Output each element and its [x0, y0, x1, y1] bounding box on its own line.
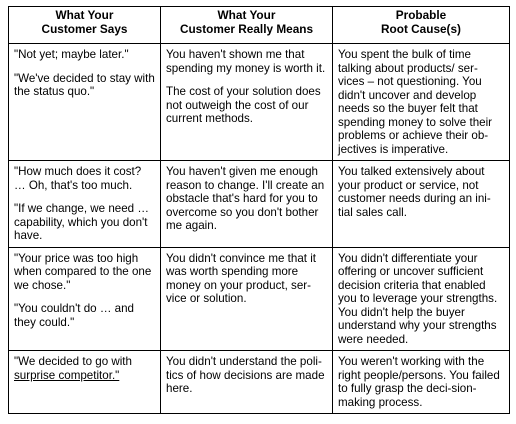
table-row: [9, 161, 510, 248]
cause-text: You didn't differentiate your offering or uncover sufficient decision criteria that enabled you to leverage your strengths. You didn't help the buyer understand why your strengths were needed.: [338, 251, 498, 346]
objections-table: [8, 6, 510, 414]
cause-text: You spent the bulk of time talking about products/ ser-vices – not questioning. You didn't uncover and develop needs so the buyer felt that spending money to solve their problems or achieve their ob-jectives is imperative.: [338, 48, 493, 156]
meaning-text: The cost of your solution does not outweigh the cost of our current methods.: [166, 85, 321, 125]
header-line: What Your: [217, 8, 276, 22]
quote-prefix: "We decided to go with: [14, 355, 132, 368]
root-cause-cell: [333, 351, 510, 414]
header-line: Customer Says: [41, 22, 128, 36]
meaning-text: You haven't shown me that spending my money is worth it.: [166, 48, 326, 75]
really-means-cell: [161, 44, 333, 161]
header-line: Root Cause(s): [381, 22, 461, 36]
cause-text: You weren't working with the right people/persons. You failed to fully grasp the deci-sion-making process.: [338, 355, 500, 409]
quote: "Not yet; maybe later.": [14, 48, 129, 61]
header-line: What Your: [55, 8, 114, 22]
customer-says-cell: [9, 161, 161, 248]
really-means-cell: [161, 247, 333, 351]
quote: "If we change, we need … capability, which you don't have.: [14, 202, 149, 242]
competitor-placeholder: surprise competitor.": [14, 368, 120, 382]
header-line: Customer Really Means: [179, 22, 314, 36]
quote: "Your price was too high when compared to the one we chose.": [14, 251, 152, 292]
header-line: Probable: [395, 8, 447, 22]
customer-says-cell: [9, 247, 161, 351]
header-customer-says: [9, 7, 161, 44]
quote: [14, 355, 155, 382]
header-root-causes: [333, 7, 510, 44]
table-row: [9, 247, 510, 351]
header-customer-really-means: [161, 7, 333, 44]
customer-says-cell: [9, 44, 161, 161]
meaning-text: You didn't convince me that it was worth spending more money on your product, ser-vice or solution.: [166, 251, 317, 305]
quote: "You couldn't do … and they could.": [14, 302, 134, 329]
table-row: [9, 351, 510, 414]
table-row: [9, 44, 510, 161]
really-means-cell: [161, 161, 333, 248]
quote: "How much does it cost? … Oh, that's too much.: [14, 165, 142, 192]
cause-text: You talked extensively about your product or service, not customer needs during an ini-tial sales call.: [338, 165, 491, 219]
really-means-cell: [161, 351, 333, 414]
meaning-text: You haven't given me enough reason to change. I'll create an obstacle that's hard for you to overcome so you don't bother me again.: [166, 165, 325, 232]
root-cause-cell: [333, 44, 510, 161]
header-row: [9, 7, 510, 44]
root-cause-cell: [333, 161, 510, 248]
customer-says-cell: [9, 351, 161, 414]
meaning-text: You didn't understand the poli-tics of how decisions are made here.: [166, 355, 325, 395]
quote: "We've decided to stay with the status quo.": [14, 71, 155, 98]
root-cause-cell: [333, 247, 510, 351]
